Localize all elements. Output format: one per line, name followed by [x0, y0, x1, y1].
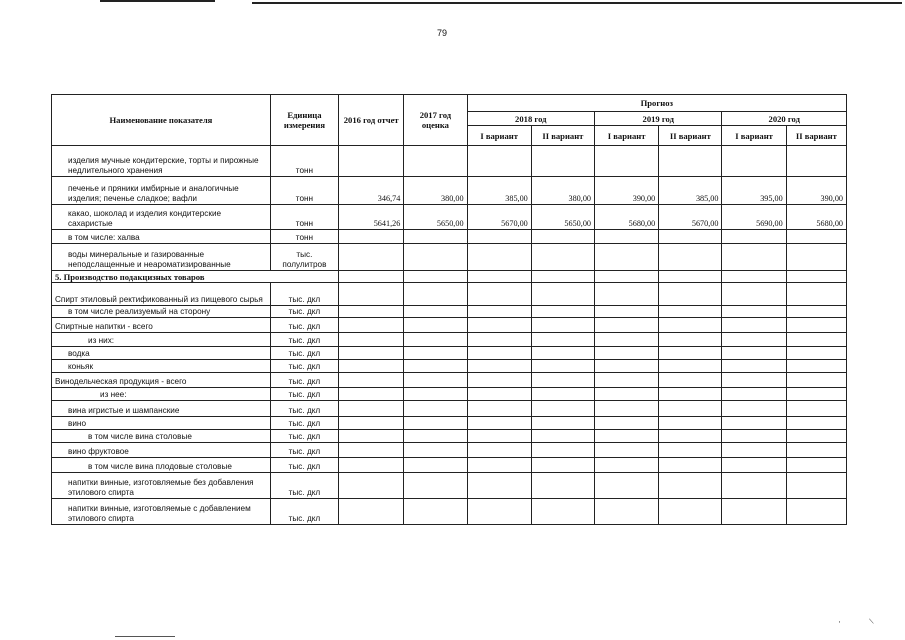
- row-unit: тыс. дкл: [270, 306, 338, 318]
- row-name: в том числе вина столовые: [52, 430, 271, 443]
- row-value: [339, 443, 404, 458]
- row-value: [595, 306, 659, 318]
- row-name: из нее:: [52, 388, 271, 401]
- row-value: [339, 244, 404, 271]
- row-value: [595, 473, 659, 499]
- table-row: [52, 473, 847, 499]
- row-value: [659, 347, 722, 360]
- bottom-rule: [115, 636, 175, 637]
- header-year-2020: 2020 год: [722, 112, 847, 126]
- table-row: [52, 499, 847, 525]
- row-value: [786, 499, 846, 525]
- row-unit: тыс. дкл: [270, 401, 338, 417]
- row-value: 5670,00: [467, 205, 531, 230]
- row-name: вина игристые и шампанские: [52, 401, 271, 417]
- row-name: коньяк: [52, 360, 271, 373]
- row-unit: тыс. дкл: [270, 443, 338, 458]
- row-value: 380,00: [531, 177, 594, 205]
- row-value: [467, 146, 531, 177]
- row-value: [404, 333, 467, 347]
- row-value: [339, 283, 404, 306]
- row-value: [339, 360, 404, 373]
- row-unit: тыс. дкл: [270, 360, 338, 373]
- row-name: Винодельческая продукция - всего: [52, 373, 271, 388]
- row-value: 395,00: [722, 177, 786, 205]
- row-unit: тыс. дкл: [270, 430, 338, 443]
- header-2017: 2017 год оценка: [404, 95, 467, 146]
- row-value: [404, 230, 467, 244]
- row-unit: тыс. дкл: [270, 473, 338, 499]
- row-value: [595, 244, 659, 271]
- row-value: [531, 333, 594, 347]
- row-value: [404, 271, 467, 283]
- row-value: [786, 373, 846, 388]
- row-unit: тыс. дкл: [270, 283, 338, 306]
- row-value: [595, 333, 659, 347]
- row-value: [786, 333, 846, 347]
- row-value: [339, 347, 404, 360]
- row-value: [659, 306, 722, 318]
- table-row: [52, 388, 847, 401]
- row-name: напитки винные, изготовляемые с добавлением этилового спирта: [52, 499, 271, 525]
- row-value: [722, 388, 786, 401]
- row-unit: тыс. дкл: [270, 318, 338, 333]
- table-row: [52, 443, 847, 458]
- scan-mark: ·: [838, 617, 841, 627]
- row-value: 380,00: [404, 177, 467, 205]
- row-value: [404, 430, 467, 443]
- row-unit: тонн: [270, 205, 338, 230]
- row-value: [786, 473, 846, 499]
- row-unit: тонн: [270, 230, 338, 244]
- row-value: [339, 306, 404, 318]
- row-value: [404, 417, 467, 430]
- row-value: [786, 347, 846, 360]
- row-value: [531, 388, 594, 401]
- header-2016: 2016 год отчет: [339, 95, 404, 146]
- row-value: [722, 271, 786, 283]
- row-value: [404, 473, 467, 499]
- row-value: [722, 499, 786, 525]
- row-value: [722, 443, 786, 458]
- row-value: [786, 306, 846, 318]
- table-row: [52, 360, 847, 373]
- row-value: [595, 388, 659, 401]
- row-value: [659, 443, 722, 458]
- row-value: [467, 333, 531, 347]
- table-row: [52, 373, 847, 388]
- row-value: [786, 244, 846, 271]
- row-value: [531, 306, 594, 318]
- forecast-table: [51, 94, 847, 525]
- row-value: [722, 306, 786, 318]
- table-row: [52, 283, 847, 306]
- row-value: [531, 430, 594, 443]
- row-value: [467, 473, 531, 499]
- row-value: [467, 306, 531, 318]
- row-value: [531, 283, 594, 306]
- header-year-2018: 2018 год: [467, 112, 594, 126]
- row-value: [339, 318, 404, 333]
- row-value: [786, 430, 846, 443]
- row-value: [659, 388, 722, 401]
- row-value: [659, 417, 722, 430]
- row-value: [467, 244, 531, 271]
- row-value: 385,00: [659, 177, 722, 205]
- header-variant: II вариант: [786, 126, 846, 146]
- row-value: [339, 333, 404, 347]
- top-rule-right: [252, 2, 902, 4]
- row-name: в том числе: халва: [52, 230, 271, 244]
- row-value: [659, 146, 722, 177]
- row-value: [531, 318, 594, 333]
- row-name: Спирт этиловый ректификованный из пищевого сырья: [52, 283, 271, 306]
- row-value: [339, 430, 404, 443]
- row-value: [467, 283, 531, 306]
- row-unit: тыс. дкл: [270, 373, 338, 388]
- row-name: воды минеральные и газированные неподслащенные и неароматизированные: [52, 244, 271, 271]
- row-value: 390,00: [595, 177, 659, 205]
- row-value: [722, 244, 786, 271]
- row-value: [659, 271, 722, 283]
- row-value: [722, 430, 786, 443]
- row-value: [595, 401, 659, 417]
- row-name: водка: [52, 347, 271, 360]
- table-row: [52, 458, 847, 473]
- table-row: [52, 401, 847, 417]
- row-value: 5670,00: [659, 205, 722, 230]
- table-body: [52, 146, 847, 525]
- row-value: [722, 373, 786, 388]
- row-value: [339, 401, 404, 417]
- table-row: [52, 318, 847, 333]
- row-value: [531, 443, 594, 458]
- row-value: [595, 360, 659, 373]
- row-name: в том числе реализуемый на сторону: [52, 306, 271, 318]
- row-value: [404, 458, 467, 473]
- row-value: [404, 283, 467, 306]
- row-value: [531, 244, 594, 271]
- header-variant: II вариант: [531, 126, 594, 146]
- row-value: [404, 347, 467, 360]
- row-value: [786, 388, 846, 401]
- row-value: [531, 473, 594, 499]
- row-value: [786, 401, 846, 417]
- row-value: 5650,00: [404, 205, 467, 230]
- row-unit: тыс. полулитров: [270, 244, 338, 271]
- row-name: напитки винные, изготовляемые без добавления этилового спирта: [52, 473, 271, 499]
- row-value: [786, 318, 846, 333]
- row-value: [595, 417, 659, 430]
- row-value: [531, 271, 594, 283]
- row-value: [722, 473, 786, 499]
- row-value: [659, 318, 722, 333]
- row-value: [404, 306, 467, 318]
- row-value: [531, 499, 594, 525]
- row-value: [722, 230, 786, 244]
- table-row: [52, 306, 847, 318]
- row-value: [786, 417, 846, 430]
- row-value: 5690,00: [722, 205, 786, 230]
- row-value: [531, 401, 594, 417]
- row-value: [659, 373, 722, 388]
- row-value: [659, 458, 722, 473]
- table-row: [52, 230, 847, 244]
- row-unit: тонн: [270, 177, 338, 205]
- row-value: [659, 499, 722, 525]
- table-row: [52, 347, 847, 360]
- row-name: из них:: [52, 333, 271, 347]
- row-value: [531, 417, 594, 430]
- row-value: [722, 347, 786, 360]
- row-value: 5680,00: [595, 205, 659, 230]
- row-value: [467, 458, 531, 473]
- header-unit: Единица измерения: [270, 95, 338, 146]
- row-value: [531, 373, 594, 388]
- row-value: 5641,26: [339, 205, 404, 230]
- row-value: [722, 146, 786, 177]
- row-unit: тыс. дкл: [270, 499, 338, 525]
- row-value: [659, 360, 722, 373]
- row-value: [339, 271, 404, 283]
- row-value: [659, 244, 722, 271]
- row-value: [467, 318, 531, 333]
- row-value: [404, 388, 467, 401]
- row-value: [467, 443, 531, 458]
- header-variant: I вариант: [595, 126, 659, 146]
- row-value: 390,00: [786, 177, 846, 205]
- row-value: [339, 146, 404, 177]
- row-unit: тыс. дкл: [270, 388, 338, 401]
- row-value: [722, 360, 786, 373]
- row-value: [467, 430, 531, 443]
- row-value: [467, 230, 531, 244]
- row-value: [595, 230, 659, 244]
- row-value: [339, 473, 404, 499]
- row-name: изделия мучные кондитерские, торты и пирожные недлительного хранения: [52, 146, 271, 177]
- header-name: Наименование показателя: [52, 95, 271, 146]
- row-value: [659, 473, 722, 499]
- row-value: [467, 347, 531, 360]
- row-value: 385,00: [467, 177, 531, 205]
- row-value: [659, 401, 722, 417]
- row-value: [467, 271, 531, 283]
- table-header: [52, 95, 847, 146]
- row-value: [595, 318, 659, 333]
- row-value: [595, 373, 659, 388]
- row-value: [339, 230, 404, 244]
- row-value: [339, 458, 404, 473]
- row-value: [404, 146, 467, 177]
- row-value: [659, 430, 722, 443]
- row-value: [659, 230, 722, 244]
- row-value: [659, 333, 722, 347]
- header-variant: I вариант: [467, 126, 531, 146]
- row-value: [531, 360, 594, 373]
- row-value: [339, 417, 404, 430]
- row-value: [722, 401, 786, 417]
- section-row: [52, 271, 847, 283]
- row-value: [467, 388, 531, 401]
- row-value: [339, 499, 404, 525]
- row-value: [595, 458, 659, 473]
- table-row: [52, 430, 847, 443]
- row-name: печенье и пряники имбирные и аналогичные изделия; печенье сладкое; вафли: [52, 177, 271, 205]
- row-value: [595, 443, 659, 458]
- row-unit: тонн: [270, 146, 338, 177]
- table-row: [52, 417, 847, 430]
- row-value: [404, 360, 467, 373]
- row-value: [339, 373, 404, 388]
- header-variant: I вариант: [722, 126, 786, 146]
- row-value: [595, 146, 659, 177]
- row-name: какао, шоколад и изделия кондитерские сахаристые: [52, 205, 271, 230]
- row-unit: тыс. дкл: [270, 333, 338, 347]
- header-forecast: Прогноз: [467, 95, 846, 112]
- table-row: [52, 177, 847, 205]
- row-value: [531, 347, 594, 360]
- row-value: [404, 443, 467, 458]
- row-value: [404, 401, 467, 417]
- row-value: [339, 388, 404, 401]
- header-year-2019: 2019 год: [595, 112, 722, 126]
- row-value: [467, 360, 531, 373]
- row-value: 5650,00: [531, 205, 594, 230]
- row-value: [722, 318, 786, 333]
- row-value: [467, 373, 531, 388]
- row-value: [595, 271, 659, 283]
- row-name: вино фруктовое: [52, 443, 271, 458]
- row-unit: тыс. дкл: [270, 458, 338, 473]
- row-value: [786, 230, 846, 244]
- table-row: [52, 146, 847, 177]
- row-value: [722, 283, 786, 306]
- row-value: [786, 146, 846, 177]
- row-value: [467, 401, 531, 417]
- row-value: [404, 244, 467, 271]
- row-name: вино: [52, 417, 271, 430]
- row-value: 346,74: [339, 177, 404, 205]
- table-row: [52, 244, 847, 271]
- row-value: [722, 333, 786, 347]
- row-value: [531, 146, 594, 177]
- table-row: [52, 205, 847, 230]
- row-value: [595, 347, 659, 360]
- page-number: 79: [436, 28, 447, 38]
- row-value: [659, 283, 722, 306]
- row-value: [404, 373, 467, 388]
- row-value: [786, 443, 846, 458]
- row-name: 5. Производство подакцизных товаров: [52, 271, 339, 283]
- row-unit: тыс. дкл: [270, 417, 338, 430]
- row-value: [404, 499, 467, 525]
- row-value: [531, 230, 594, 244]
- row-value: [467, 499, 531, 525]
- row-value: [404, 318, 467, 333]
- row-value: [467, 417, 531, 430]
- row-unit: тыс. дкл: [270, 347, 338, 360]
- table-row: [52, 333, 847, 347]
- row-value: [531, 458, 594, 473]
- row-value: [595, 499, 659, 525]
- header-variant: II вариант: [659, 126, 722, 146]
- row-value: [722, 417, 786, 430]
- row-value: 5680,00: [786, 205, 846, 230]
- row-value: [786, 271, 846, 283]
- scan-mark: /: [866, 617, 877, 625]
- row-value: [722, 458, 786, 473]
- row-name: в том числе вина плодовые столовые: [52, 458, 271, 473]
- row-value: [786, 360, 846, 373]
- row-name: Спиртные напитки - всего: [52, 318, 271, 333]
- row-value: [595, 283, 659, 306]
- row-value: [786, 458, 846, 473]
- row-value: [595, 430, 659, 443]
- row-value: [786, 283, 846, 306]
- top-rule-left: [100, 0, 215, 2]
